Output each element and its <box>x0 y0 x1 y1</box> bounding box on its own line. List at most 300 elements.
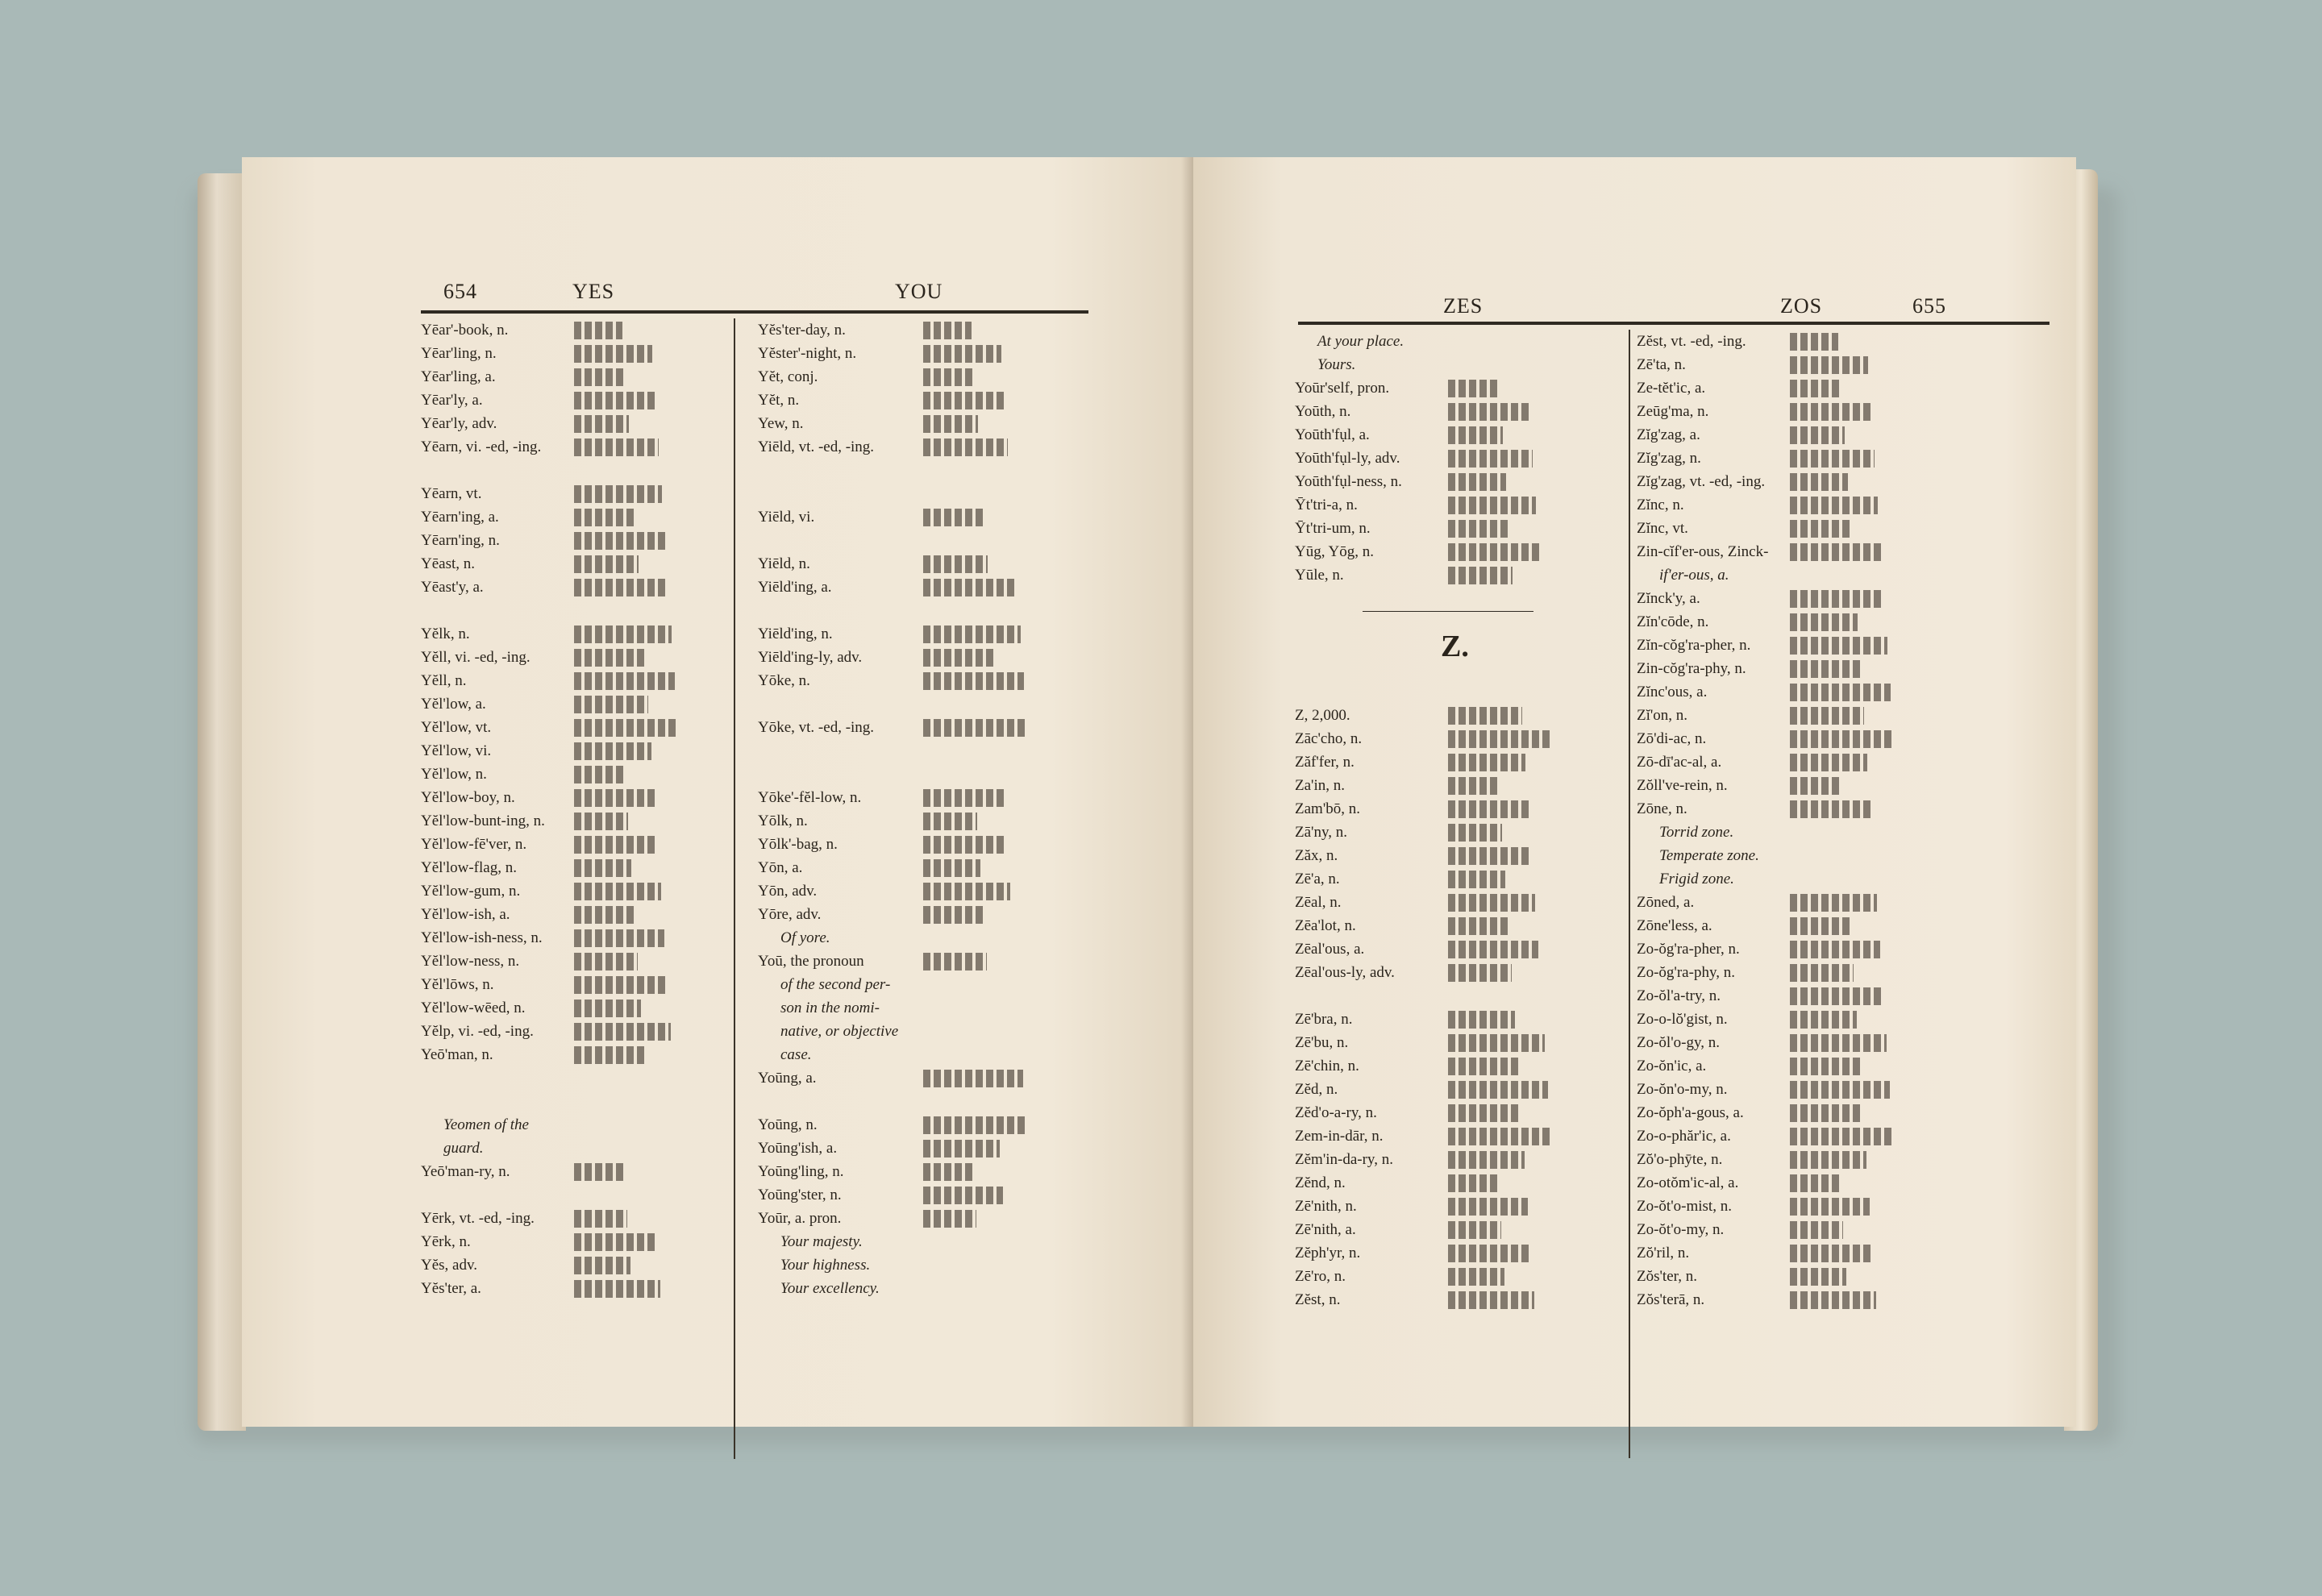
japanese-gloss <box>574 1000 641 1017</box>
entry-headword: Your highness. <box>780 1256 871 1274</box>
entry-headword: Yēar'ling, a. <box>421 368 496 385</box>
dictionary-entry <box>1637 1008 1728 1031</box>
japanese-gloss <box>1448 800 1529 818</box>
entry-headword: Zŏ'ril, n. <box>1637 1244 1690 1261</box>
entry-headword: Yiēld, vt. -ed, -ing. <box>758 438 875 455</box>
dictionary-entry <box>1637 867 1734 891</box>
dictionary-entry <box>1637 961 1735 984</box>
dictionary-entry <box>1637 914 1712 937</box>
dictionary-entry <box>758 389 799 412</box>
japanese-gloss <box>923 1163 973 1181</box>
japanese-gloss <box>1790 754 1867 771</box>
japanese-gloss <box>923 883 1010 900</box>
entry-headword: Yūg, Yōg, n. <box>1295 542 1374 560</box>
dictionary-entry <box>758 1137 837 1160</box>
entry-headword: Yōke'-fĕl-low, n. <box>758 788 862 806</box>
entry-headword: Yĕster'-night, n. <box>758 344 857 362</box>
entry-headword: Ze-tĕt'ic, a. <box>1637 379 1706 397</box>
japanese-gloss <box>923 1116 1026 1134</box>
dictionary-entry <box>1637 423 1700 447</box>
dictionary-entry <box>1295 517 1371 540</box>
japanese-gloss <box>923 672 1024 690</box>
entry-headword: Yeomen of the <box>443 1116 529 1133</box>
entry-headword: Of yore. <box>780 929 830 946</box>
dictionary-entry <box>1295 1078 1338 1101</box>
entry-headword: of the second per- <box>780 975 891 993</box>
dictionary-entry <box>421 973 494 996</box>
dictionary-entry <box>1295 797 1360 821</box>
entry-headword: Ȳt'tri-um, n. <box>1295 519 1371 537</box>
japanese-gloss <box>923 649 994 667</box>
japanese-gloss <box>1790 730 1894 748</box>
japanese-gloss <box>1790 1151 1866 1169</box>
japanese-gloss <box>574 532 665 550</box>
dictionary-entry <box>758 950 864 973</box>
japanese-gloss <box>1790 1198 1870 1216</box>
japanese-gloss <box>574 1257 630 1274</box>
japanese-gloss <box>1448 707 1522 725</box>
entry-headword: Yoūr, a. pron. <box>758 1209 842 1227</box>
dictionary-entry <box>1637 937 1740 961</box>
entry-headword: Yiēld, vi. <box>758 508 815 526</box>
dictionary-entry <box>1295 540 1374 563</box>
japanese-gloss <box>923 555 988 573</box>
dictionary-entry <box>758 622 833 646</box>
japanese-gloss <box>1790 941 1880 958</box>
dictionary-entry <box>758 412 804 435</box>
entry-headword: Yĕl'low, vi. <box>421 742 492 759</box>
entry-headword: Yōlk, n. <box>758 812 808 829</box>
dictionary-entry <box>758 1277 880 1300</box>
dictionary-entry <box>421 1160 510 1183</box>
japanese-gloss <box>1448 964 1512 982</box>
dictionary-entry <box>758 1183 842 1207</box>
dictionary-entry <box>421 576 484 599</box>
dictionary-entry <box>421 692 486 716</box>
japanese-gloss <box>1448 894 1535 912</box>
japanese-gloss <box>1790 1268 1846 1286</box>
dictionary-entry <box>1637 1171 1738 1195</box>
entry-headword: Yōn, a. <box>758 858 803 876</box>
japanese-gloss <box>923 438 1008 456</box>
dictionary-entry <box>1637 517 1688 540</box>
dictionary-entry <box>1295 1101 1377 1124</box>
dictionary-entry <box>1637 634 1750 657</box>
dictionary-entry <box>421 1230 471 1253</box>
dictionary-entry <box>421 739 491 763</box>
japanese-gloss <box>574 438 659 456</box>
dictionary-entry <box>421 1043 493 1066</box>
japanese-gloss <box>1790 520 1851 538</box>
dictionary-entry <box>1637 563 1729 587</box>
japanese-gloss <box>1448 380 1500 397</box>
dictionary-entry <box>1295 376 1389 400</box>
dictionary-entry <box>1295 470 1402 493</box>
dictionary-entry <box>421 505 499 529</box>
entry-headword: Yĕl'lōws, n. <box>421 975 494 993</box>
dictionary-entry <box>1637 1054 1706 1078</box>
dictionary-entry <box>1295 891 1342 914</box>
right-page <box>1193 157 2076 1427</box>
entry-headword: Zēa'lot, n. <box>1295 916 1356 934</box>
japanese-gloss <box>923 509 984 526</box>
dictionary-entry <box>758 1230 863 1253</box>
dictionary-entry <box>1637 400 1708 423</box>
dictionary-entry <box>421 996 526 1020</box>
dictionary-entry <box>1637 821 1733 844</box>
entry-headword: Yiēld, n. <box>758 555 810 572</box>
japanese-gloss <box>574 485 662 503</box>
japanese-gloss <box>1790 1221 1843 1239</box>
japanese-gloss <box>1448 1221 1501 1239</box>
entry-headword: Yēarn'ing, a. <box>421 508 499 526</box>
dictionary-entry <box>1637 1101 1744 1124</box>
entry-headword: Zo-otŏm'ic-al, a. <box>1637 1174 1739 1191</box>
dictionary-entry <box>1295 353 1355 376</box>
japanese-gloss <box>923 813 977 830</box>
entry-headword: Yeō'man, n. <box>421 1045 493 1063</box>
entry-headword: Zē'nith, n. <box>1295 1197 1357 1215</box>
dictionary-entry <box>421 552 475 576</box>
dictionary-entry <box>1295 1265 1346 1288</box>
japanese-gloss <box>574 322 622 339</box>
entry-headword: Zō'di-ac, n. <box>1637 729 1707 747</box>
entry-headword: Zo-ŏn'ic, a. <box>1637 1057 1707 1074</box>
entry-headword: Yew, n. <box>758 414 804 432</box>
entry-headword: Zo-ŏph'a-gous, a. <box>1637 1103 1744 1121</box>
dictionary-entry <box>1637 330 1746 353</box>
entry-headword: Yēarn'ing, n. <box>421 531 500 549</box>
dictionary-entry <box>758 1066 817 1090</box>
entry-headword: Zŏ'o-phȳte, n. <box>1637 1150 1723 1168</box>
entry-headword: Yoūng'ish, a. <box>758 1139 838 1157</box>
entry-headword: Zăf'fer, n. <box>1295 753 1354 771</box>
entry-headword: Zē'nith, a. <box>1295 1220 1356 1238</box>
entry-headword: Zo-ŏl'a-try, n. <box>1637 987 1721 1004</box>
japanese-gloss <box>1448 497 1536 514</box>
dictionary-entry <box>758 879 817 903</box>
japanese-gloss <box>1448 1011 1515 1029</box>
dictionary-entry <box>1295 821 1347 844</box>
dictionary-entry <box>421 950 519 973</box>
dictionary-entry <box>758 716 874 739</box>
japanese-gloss <box>923 1070 1023 1087</box>
entry-headword: Zēal'ous-ly, adv. <box>1295 963 1395 981</box>
entry-headword: Zĭg'zag, a. <box>1637 426 1700 443</box>
dictionary-entry <box>758 903 821 926</box>
japanese-gloss <box>1448 730 1552 748</box>
entry-headword: Yēar'-book, n. <box>421 321 509 339</box>
japanese-gloss <box>923 579 1017 596</box>
entry-headword: Zĕph'yr, n. <box>1295 1244 1361 1261</box>
dictionary-entry <box>1637 797 1687 821</box>
dictionary-entry <box>421 856 517 879</box>
entry-headword: Zĭg'zag, n. <box>1637 449 1701 467</box>
dictionary-entry <box>1637 1218 1724 1241</box>
dictionary-entry <box>1295 447 1400 470</box>
dictionary-entry <box>758 973 890 996</box>
dictionary-entry <box>1295 1031 1348 1054</box>
japanese-gloss <box>574 579 668 596</box>
dictionary-entry <box>758 318 846 342</box>
entry-headword: Zeūg'ma, n. <box>1637 402 1709 420</box>
entry-headword: Zōne, n. <box>1637 800 1687 817</box>
dictionary-entry <box>1295 1195 1357 1218</box>
dictionary-entry <box>1637 704 1687 727</box>
dictionary-entry <box>758 1253 870 1277</box>
dictionary-entry <box>1295 1288 1340 1311</box>
entry-headword: Zē'chin, n. <box>1295 1057 1359 1074</box>
japanese-gloss <box>1790 800 1870 818</box>
entry-headword: Zōne'less, a. <box>1637 916 1712 934</box>
japanese-gloss <box>1790 777 1841 795</box>
entry-headword: Yōlk'-bag, n. <box>758 835 838 853</box>
dictionary-entry <box>421 926 543 950</box>
japanese-gloss <box>1448 824 1502 842</box>
entry-headword: Yōke, n. <box>758 671 810 689</box>
entry-headword: Yiēld'ing, n. <box>758 625 833 642</box>
entry-headword: Yĕl'low-ish, a. <box>421 905 510 923</box>
japanese-gloss <box>923 1140 1000 1158</box>
entry-headword: At your place. <box>1317 332 1404 350</box>
dictionary-entry <box>1637 1078 1727 1101</box>
dictionary-entry <box>758 1160 844 1183</box>
japanese-gloss <box>923 415 978 433</box>
japanese-gloss <box>923 626 1021 643</box>
japanese-gloss <box>1790 1034 1887 1052</box>
dictionary-entry <box>1637 540 1768 563</box>
entry-headword: Yōke, vt. -ed, -ing. <box>758 718 875 736</box>
entry-headword: Ȳt'tri-a, n. <box>1295 496 1358 513</box>
dictionary-entry <box>1637 727 1706 750</box>
entry-headword: Zĕm'in-da-ry, n. <box>1295 1150 1393 1168</box>
entry-headword: Yiēld'ing-ly, adv. <box>758 648 863 666</box>
japanese-gloss <box>1448 1081 1548 1099</box>
dictionary-entry <box>1637 750 1721 774</box>
entry-headword: Zōned, a. <box>1637 893 1695 911</box>
entry-headword: Z, 2,000. <box>1295 706 1350 724</box>
japanese-gloss <box>1448 426 1503 444</box>
entry-headword: Yĕs, adv. <box>421 1256 477 1274</box>
japanese-gloss <box>574 859 631 877</box>
japanese-gloss <box>1448 1128 1551 1145</box>
japanese-gloss <box>1790 1011 1857 1029</box>
entry-headword: Zĭg'zag, vt. -ed, -ing. <box>1637 472 1766 490</box>
japanese-gloss <box>574 813 628 830</box>
entry-headword: Zo-o-lŏ'gist, n. <box>1637 1010 1728 1028</box>
entry-headword: Zĕnd, n. <box>1295 1174 1346 1191</box>
japanese-gloss <box>1448 754 1525 771</box>
japanese-gloss <box>1790 660 1861 678</box>
japanese-gloss <box>923 392 1005 409</box>
japanese-gloss <box>1448 871 1505 888</box>
japanese-gloss <box>574 1280 660 1298</box>
japanese-gloss <box>1448 941 1538 958</box>
japanese-gloss <box>1790 450 1875 468</box>
japanese-gloss <box>574 345 652 363</box>
dictionary-entry <box>421 622 470 646</box>
japanese-gloss <box>574 672 675 690</box>
entry-headword: Yiēld'ing, a. <box>758 578 832 596</box>
dictionary-entry <box>421 1277 481 1300</box>
entry-headword: Yĕl'low, vt. <box>421 718 492 736</box>
entry-headword: Zo-ŏt'o-mist, n. <box>1637 1197 1732 1215</box>
japanese-gloss <box>574 1046 644 1064</box>
dictionary-entry <box>421 435 541 459</box>
section-divider <box>1363 611 1533 612</box>
entry-headword: Yoū, the pronoun <box>758 952 864 970</box>
entry-headword: Zĭn'cōde, n. <box>1637 613 1709 630</box>
japanese-gloss <box>923 836 1007 854</box>
page-number: 654 <box>443 280 477 303</box>
entry-headword: Yĕl'low-bunt-ing, n. <box>421 812 545 829</box>
dictionary-entry <box>421 763 487 786</box>
entry-headword: Yoūth, n. <box>1295 402 1351 420</box>
entry-headword: Yoūng, a. <box>758 1069 817 1087</box>
japanese-gloss <box>574 649 645 667</box>
japanese-gloss <box>574 742 651 760</box>
dictionary-entry <box>758 856 802 879</box>
dictionary-entry <box>421 669 466 692</box>
japanese-gloss <box>1790 707 1864 725</box>
japanese-gloss <box>1448 847 1532 865</box>
entry-headword: Yōre, adv. <box>758 905 822 923</box>
header-rule <box>1298 322 2049 325</box>
japanese-gloss <box>1448 1198 1528 1216</box>
entry-headword: Yĕl'low-ness, n. <box>421 952 520 970</box>
entry-headword: Yoūr'self, pron. <box>1295 379 1390 397</box>
dictionary-entry <box>758 809 808 833</box>
entry-headword: Zo-ŏn'o-my, n. <box>1637 1080 1728 1098</box>
dictionary-entry <box>1637 470 1765 493</box>
japanese-gloss <box>923 859 980 877</box>
japanese-gloss <box>1790 543 1881 561</box>
japanese-gloss <box>1790 356 1868 374</box>
japanese-gloss <box>574 883 661 900</box>
dictionary-entry <box>1295 914 1356 937</box>
japanese-gloss <box>1448 1268 1504 1286</box>
dictionary-entry <box>758 1043 812 1066</box>
japanese-gloss <box>574 509 635 526</box>
japanese-gloss <box>1448 1174 1498 1192</box>
entry-headword: Torrid zone. <box>1659 823 1734 841</box>
dictionary-entry <box>1637 1265 1697 1288</box>
japanese-gloss <box>574 766 625 783</box>
japanese-gloss <box>1790 473 1848 491</box>
entry-headword: Yēast'y, a. <box>421 578 484 596</box>
dictionary-entry <box>421 833 526 856</box>
japanese-gloss <box>923 322 972 339</box>
japanese-gloss <box>923 1187 1003 1204</box>
entry-headword: Zem-in-dār, n. <box>1295 1127 1384 1145</box>
entry-headword: Zo-ŏg'ra-phy, n. <box>1637 963 1735 981</box>
dictionary-entry <box>1637 1031 1720 1054</box>
entry-headword: Yours. <box>1317 355 1356 373</box>
entry-headword: native, or objective <box>780 1022 899 1040</box>
dictionary-entry <box>758 1113 818 1137</box>
japanese-gloss <box>1790 497 1878 514</box>
japanese-gloss <box>1790 684 1891 701</box>
entry-headword: Zē'bu, n. <box>1295 1033 1349 1051</box>
japanese-gloss <box>1448 567 1513 584</box>
entry-headword: Yĕl'low-gum, n. <box>421 882 521 900</box>
entry-headword: Zo-ŏl'o-gy, n. <box>1637 1033 1720 1051</box>
dictionary-entry <box>1637 353 1686 376</box>
entry-headword: Zāc'cho, n. <box>1295 729 1363 747</box>
dictionary-entry <box>421 529 500 552</box>
dictionary-entry <box>1637 1124 1731 1148</box>
entry-headword: Zĭnck'y, a. <box>1637 589 1700 607</box>
japanese-gloss <box>574 1023 671 1041</box>
entry-headword: Zē'bra, n. <box>1295 1010 1353 1028</box>
dictionary-entry <box>758 669 810 692</box>
entry-headword: Zăx, n. <box>1295 846 1338 864</box>
entry-headword: Zŏs'terā, n. <box>1637 1291 1705 1308</box>
dictionary-entry <box>1295 1171 1346 1195</box>
entry-headword: Zĕst, vt. -ed, -ing. <box>1637 332 1746 350</box>
dictionary-entry <box>1295 867 1340 891</box>
japanese-gloss <box>1790 1104 1863 1122</box>
entry-headword: Yeō'man-ry, n. <box>421 1162 510 1180</box>
dictionary-entry <box>1637 447 1701 470</box>
dictionary-entry <box>1295 1008 1352 1031</box>
dictionary-entry <box>758 1020 898 1043</box>
entry-headword: if'er-ous, a. <box>1659 566 1729 584</box>
dictionary-entry <box>758 435 874 459</box>
dictionary-entry <box>421 1253 477 1277</box>
dictionary-entry <box>1295 844 1338 867</box>
japanese-gloss <box>1448 450 1533 468</box>
entry-headword: Yĕl'low-flag, n. <box>421 858 517 876</box>
entry-headword: guard. <box>443 1139 484 1157</box>
japanese-gloss <box>1790 1128 1893 1145</box>
dictionary-entry <box>758 996 880 1020</box>
japanese-gloss <box>923 368 975 386</box>
dictionary-entry <box>758 576 832 599</box>
entry-headword: Frigid zone. <box>1659 870 1734 887</box>
entry-headword: Yĕl'low, n. <box>421 765 487 783</box>
dictionary-entry <box>1295 704 1350 727</box>
dictionary-entry <box>758 786 861 809</box>
entry-headword: Yĕl'low-fē'ver, n. <box>421 835 527 853</box>
entry-headword: Yēast, n. <box>421 555 476 572</box>
dictionary-entry <box>1295 1054 1359 1078</box>
japanese-gloss <box>574 392 655 409</box>
dictionary-entry <box>758 646 862 669</box>
entry-headword: Zā'ny, n. <box>1295 823 1347 841</box>
entry-headword: Yēar'ly, adv. <box>421 414 497 432</box>
dictionary-entry <box>421 646 531 669</box>
japanese-gloss <box>574 415 629 433</box>
entry-headword: Your majesty. <box>780 1232 863 1250</box>
column-divider <box>1629 330 1630 1458</box>
dictionary-entry <box>1637 1241 1689 1265</box>
entry-headword: Zĭn-cŏg'ra-pher, n. <box>1637 636 1751 654</box>
entry-headword: Yēarn, vi. -ed, -ing. <box>421 438 542 455</box>
dictionary-entry <box>421 1137 483 1160</box>
dictionary-entry <box>1295 750 1354 774</box>
japanese-gloss <box>1448 917 1508 935</box>
dictionary-entry <box>421 389 483 412</box>
entry-headword: Yĕs'ter-day, n. <box>758 321 846 339</box>
entry-headword: Zō-dī'ac-al, a. <box>1637 753 1722 771</box>
entry-headword: Yoūng, n. <box>758 1116 818 1133</box>
entry-headword: Yoūth'fụl, a. <box>1295 426 1370 443</box>
japanese-gloss <box>574 1233 657 1251</box>
column-divider <box>734 318 735 1459</box>
entry-headword: Zēal, n. <box>1295 893 1342 911</box>
entry-headword: Yĕl'low-boy, n. <box>421 788 515 806</box>
